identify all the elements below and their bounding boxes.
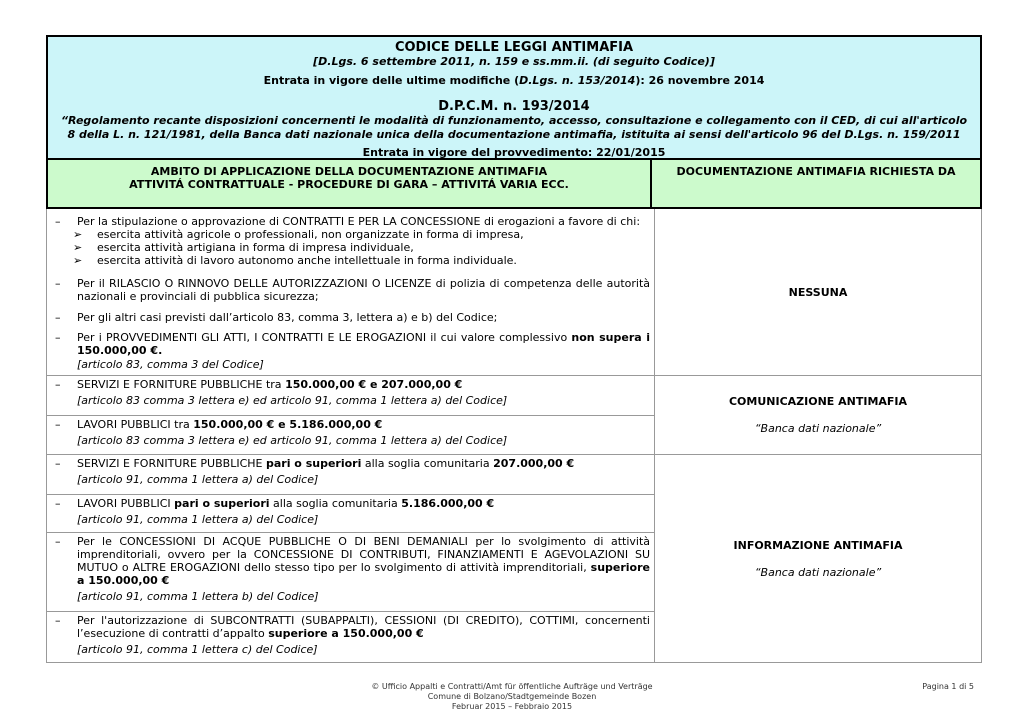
list-item [47,275,654,309]
list-item [47,611,654,661]
list-item [47,494,654,532]
footer-copyright: © Ufficio Appalti e Contratti/Amt für öffentliche Aufträge und Verträge [371,682,653,691]
required-doc-label: COMUNICAZIONE ANTIMAFIA [728,395,908,408]
item-text-bold: superiore a 150.000,00 € [77,561,650,587]
list-item [47,309,654,329]
item-text: Per le CONCESSIONI DI ACQUE PUBBLICHE O DI BENI DEMANIALI per lo svolgimento di attività imprenditoriali, ovvero per la CONCESSIONE DI CONTRIBUTI, FINANZIAMENTI E AGEVOLAZIONI SU MUTUO o ALTRE EROGAZIONI dello stesso tipo per lo svolgimento di attività imprenditoriali, [77,535,650,574]
item-text: SERVIZI E FORNITURE PUBBLICHE [77,457,266,470]
sub-item-text: esercita attività artigiana in forma di impresa individuale, [97,241,414,254]
item-text-bold: 5.186.000,00 € [401,497,495,510]
table-row-group-information [46,455,982,663]
item-text: Per l'autorizzazione di SUBCONTRATTI (SUBAPPALTI), CESSIONI (DI CREDITO), COTTIMI, concernenti l’esecuzione di contratti d’appalto [77,614,650,640]
dash-bullet: – [55,311,61,324]
list-item [47,209,654,275]
list-item [47,455,654,494]
legal-reference: [articolo 91, comma 1 lettera b) del Codice] [77,590,319,603]
legal-reference: [articolo 91, comma 1 lettera c) del Codice] [77,643,318,656]
arrow-bullet-icon: ➢ [73,228,83,241]
item-text: LAVORI PUBBLICI tra [77,418,194,431]
scope-header-line2: ATTIVITÁ CONTRATTUALE - PROCEDURE DI GARA – ATTIVITÁ VARIA ECC. [129,178,569,191]
column-headers [46,159,982,209]
dash-bullet: – [55,535,61,548]
dash-bullet: – [55,614,61,627]
required-doc-note: “Banca dati nazionale” [754,422,882,435]
dpcm-title: D.P.C.M. n. 193/2014 [438,99,590,114]
sub-item-text: esercita attività di lavoro autonomo anche intellettuale in forma individuale. [97,254,517,267]
item-text: Per gli altri casi previsti dall’articolo 83, comma 3, lettera a) e b) del Codice; [77,311,498,324]
dash-bullet: – [55,457,61,470]
item-text-bold: 207.000,00 € [493,457,575,470]
page-number: Pagina 1 di 5 [922,682,974,691]
dash-bullet: – [55,331,61,344]
legal-reference: [articolo 91, comma 1 lettera a) del Codice] [77,513,319,526]
item-text: SERVIZI E FORNITURE PUBBLICHE tra [77,378,286,391]
item-text: Per il RILASCIO O RINNOVO DELLE AUTORIZZAZIONI O LICENZE di polizia di competenza delle autorità nazionali e provinciali di pubblica sicurezza; [77,277,650,303]
entry-decree: D.Lgs. n. 153/2014 [519,74,636,87]
item-text-bold: pari o superiori [174,497,270,510]
list-item [47,415,654,453]
entry-into-force-modifications [58,74,970,87]
dash-bullet: – [55,215,61,228]
arrow-bullet-icon: ➢ [73,254,83,267]
table-row-group-communication [46,376,982,455]
item-text-bold: non supera i 150.000,00 €. [77,331,650,357]
legal-reference: [articolo 83, comma 3 del Codice] [77,358,264,371]
legal-reference: [articolo 91, comma 1 lettera a) del Codice] [77,473,319,486]
required-doc-cell [655,209,981,375]
column-header-scope [46,159,652,209]
document-page [46,35,982,663]
legal-reference: [articolo 83 comma 3 lettera e) ed articolo 91, comma 1 lettera a) del Codice] [77,394,508,407]
regulation-text: “Regolamento recante disposizioni concernenti le modalità di funzionamento, accesso, consultazione e collegamento con il CED, di cui all'articolo 8 della L. n. 121/1981, della Banca dati nazionale unica della documentazione antimafia, istituita ai sensi dell'articolo 96 del D.Lgs. n. 159/2011 [60,114,968,141]
item-text-bold: 150.000,00 € e 5.186.000,00 € [193,418,383,431]
legal-reference: [articolo 83 comma 3 lettera e) ed articolo 91, comma 1 lettera a) del Codice] [77,434,508,447]
item-text: LAVORI PUBBLICI [77,497,175,510]
item-text: Per i PROVVEDIMENTI GLI ATTI, I CONTRATTI E LE EROGAZIONI il cui valore complessivo [77,331,572,344]
required-doc-cell [655,455,981,662]
item-text: alla soglia comunitaria [361,457,494,470]
list-item [47,329,654,373]
list-item [47,532,654,611]
footer-date: Februar 2015 – Febbraio 2015 [451,702,573,711]
footer-municipality: Comune di Bolzano/Stadtgemeinde Bozen [427,692,597,701]
entry-suffix: ): 26 novembre 2014 [635,74,765,87]
arrow-bullet-icon: ➢ [73,241,83,254]
scope-cells [47,455,655,662]
required-doc-cell [655,376,981,454]
scope-cells [47,209,655,375]
entry-into-force-provision: Entrata in vigore del provvedimento: 22/01/2015 [362,146,666,159]
required-doc-label: INFORMAZIONE ANTIMAFIA [733,538,903,552]
scope-header-line1: AMBITO DI APPLICAZIONE DELLA DOCUMENTAZIONE ANTIMAFIA [150,165,548,178]
scope-cells [47,376,655,454]
dash-bullet: – [55,497,61,510]
dash-bullet: – [55,378,61,391]
required-doc-note: “Banca dati nazionale” [754,565,882,579]
item-text: Per la stipulazione o approvazione di CONTRATTI E PER LA CONCESSIONE di erogazioni a favore di chi: [77,215,641,228]
page-footer [0,682,1024,712]
column-header-required: DOCUMENTAZIONE ANTIMAFIA RICHIESTA DA [652,159,982,209]
item-text: alla soglia comunitaria [269,497,402,510]
document-subtitle: [D.Lgs. 6 settembre 2011, n. 159 e ss.mm.ii. (di seguito Codice)] [313,55,715,68]
header-box [46,35,982,159]
required-doc-label: NESSUNA [788,285,848,299]
dash-bullet: – [55,277,61,290]
item-text-bold: pari o superiori [265,457,362,470]
entry-prefix: Entrata in vigore delle ultime modifiche ( [263,74,520,87]
item-text-bold: superiore a 150.000,00 € [268,627,424,640]
dash-bullet: – [55,418,61,431]
list-item [47,376,654,415]
table-row-group-none [46,209,982,376]
document-title: CODICE DELLE LEGGI ANTIMAFIA [394,40,634,55]
item-text-bold: 150.000,00 € e 207.000,00 € [285,378,463,391]
sub-item-text: esercita attività agricole o professionali, non organizzate in forma di impresa, [97,228,524,241]
